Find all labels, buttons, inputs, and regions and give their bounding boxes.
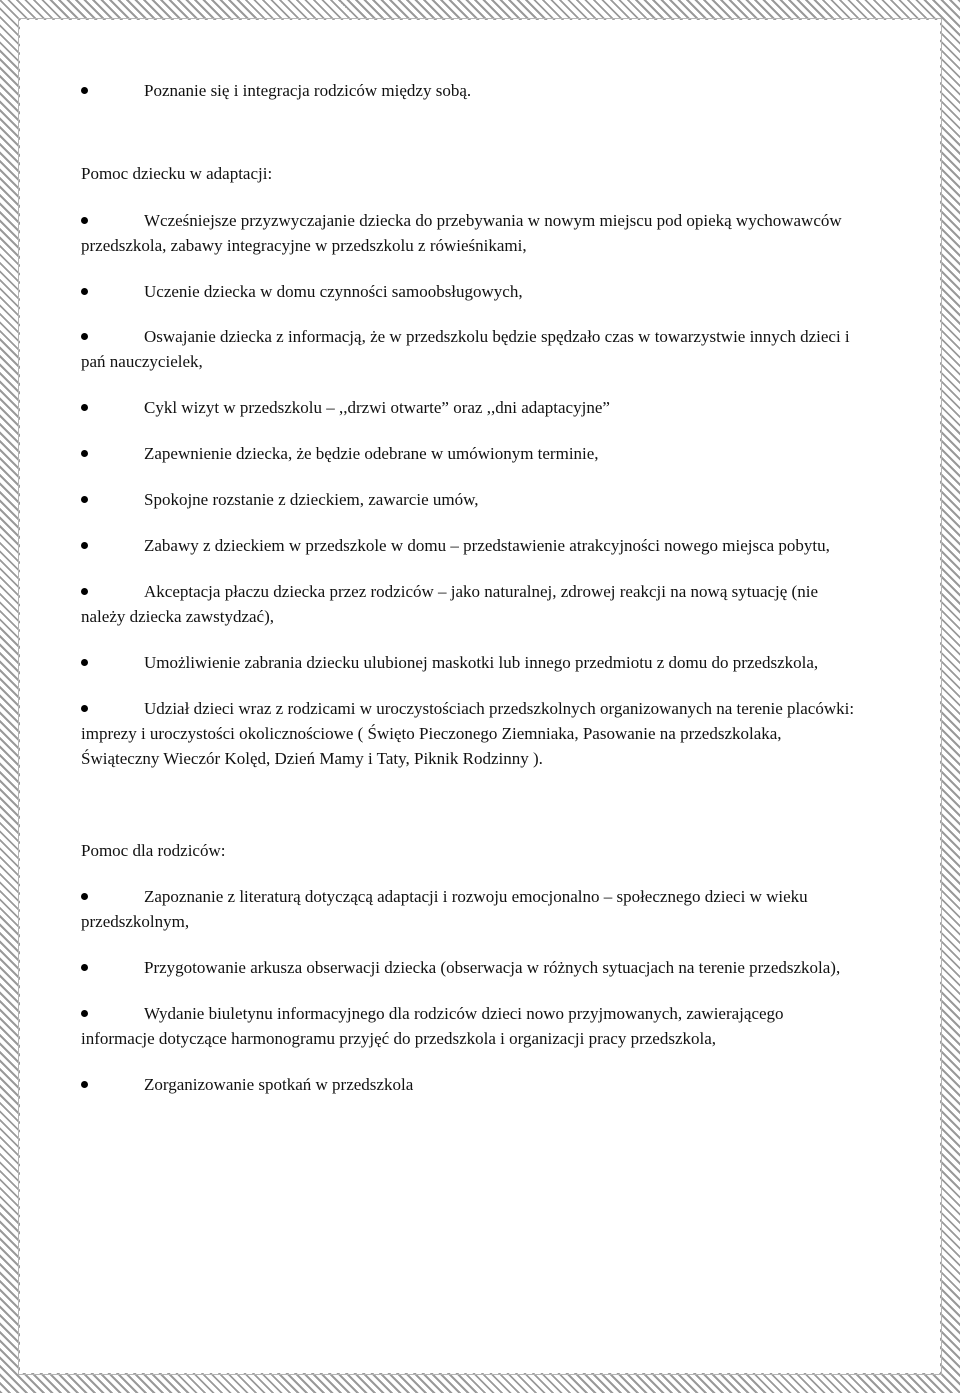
list-item: Zabawy z dzieckiem w przedszkole w domu – przedstawienie atrakcyjności nowego miejsca pobytu, xyxy=(81,533,861,558)
list-item: Wydanie biuletynu informacyjnego dla rodziców dzieci nowo przyjmowanych, zawierającego informacje dotyczące harmonogramu przyjęć do przedszkola i organizacji pracy przedszkola, xyxy=(81,1001,861,1051)
list-item: Wcześniejsze przyzwyczajanie dziecka do przebywania w nowym miejscu pod opieką wychowawców przedszkola, zabawy integracyjne w przedszkolu z rówieśnikami, xyxy=(81,208,861,258)
list-item: Zapoznanie z literaturą dotyczącą adaptacji i rozwoju emocjonalno – społecznego dzieci w wieku przedszkolnym, xyxy=(81,884,861,934)
list-item: Zapewnienie dziecka, że będzie odebrane w umówionym terminie, xyxy=(81,441,861,466)
section-heading-child-adaptation: Pomoc dziecku w adaptacji: xyxy=(81,164,273,183)
list-item: Umożliwienie zabrania dziecku ulubionej maskotki lub innego przedmiotu z domu do przedszkola, xyxy=(81,650,861,675)
list-item: Przygotowanie arkusza obserwacji dziecka (obserwacja w różnych sytuacjach na terenie przedszkola), xyxy=(81,955,861,980)
list-item: Spokojne rozstanie z dzieckiem, zawarcie umów, xyxy=(81,487,861,512)
list-item: Oswajanie dziecka z informacją, że w przedszkolu będzie spędzało czas w towarzystwie innych dzieci i pań nauczycielek, xyxy=(81,324,861,374)
list-item: Uczenie dziecka w domu czynności samoobsługowych, xyxy=(81,279,861,304)
intro-list-item xyxy=(81,78,861,103)
list-item: Akceptacja płaczu dziecka przez rodziców – jako naturalnej, zdrowej reakcji na nową sytuację (nie należy dziecka zawstydzać), xyxy=(81,579,861,629)
document-body xyxy=(81,78,861,1097)
intro-item-text: Poznanie się i integracja rodziców między sobą. xyxy=(144,81,472,100)
list-item: Zorganizowanie spotkań w przedszkola xyxy=(81,1072,861,1097)
section-heading-parent-help: Pomoc dla rodziców: xyxy=(81,841,226,860)
list-item: Cykl wizyt w przedszkolu – ,,drzwi otwarte” oraz ,,dni adaptacyjne” xyxy=(81,395,861,420)
list-item: Udział dzieci wraz z rodzicami w uroczystościach przedszkolnych organizowanych na terenie placówki: imprezy i uroczystości okolicznościowe ( Święto Pieczonego Ziemniaka, Pasowanie na przedszkolaka, Świąteczny Wieczór Kolęd, Dzień Mamy i Taty, Piknik Rodzinny ). xyxy=(81,696,861,771)
